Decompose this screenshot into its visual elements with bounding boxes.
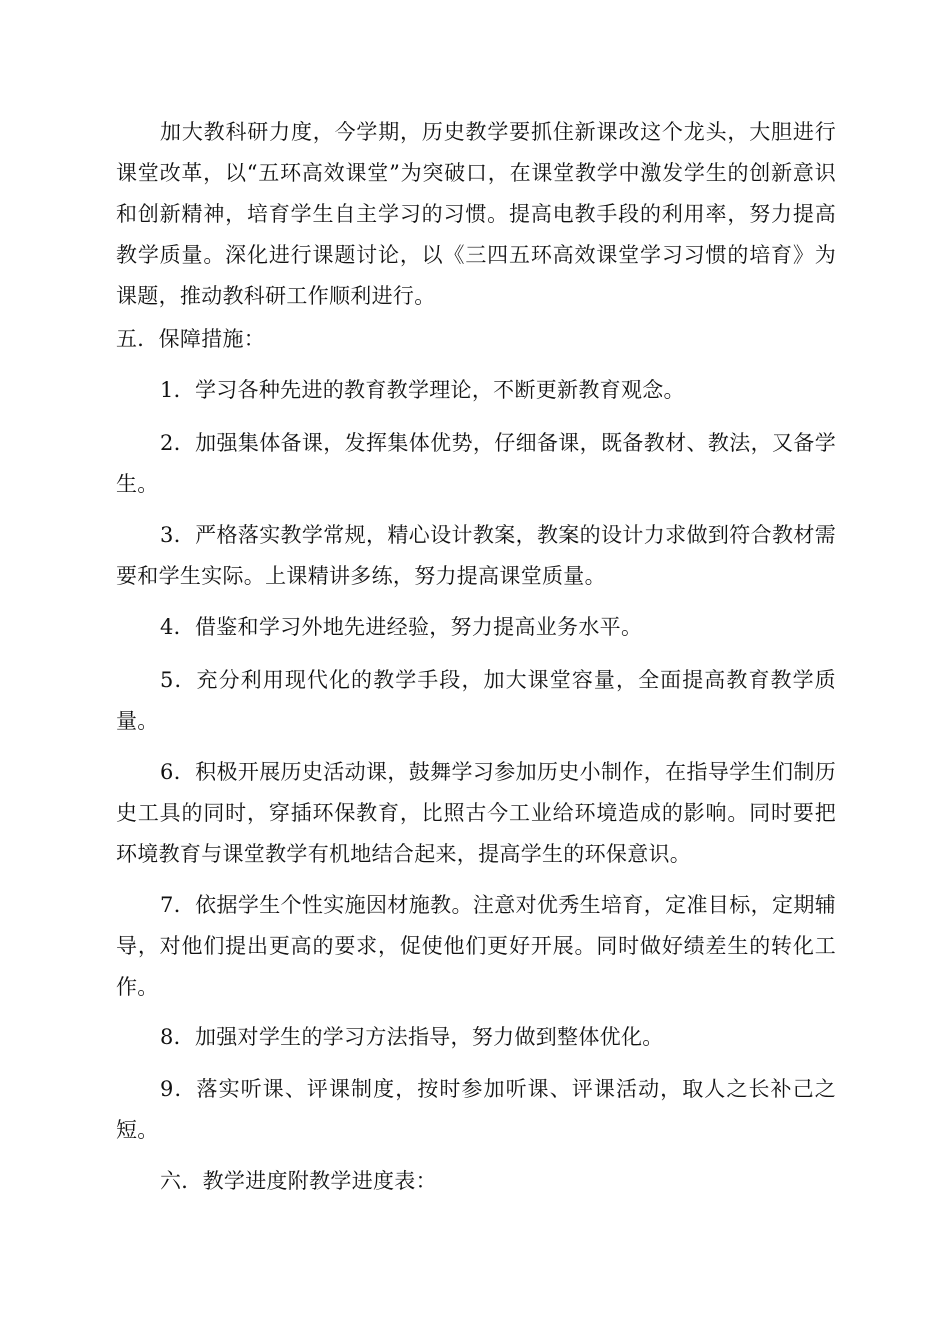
- measure-item-5: 5．充分利用现代化的教学手段，加大课堂容量，全面提高教育教学质量。: [116, 668, 836, 733]
- measure-item-4: 4．借鉴和学习外地先进经验，努力提高业务水平。: [160, 615, 643, 639]
- measure-item-8: 8．加强对学生的学习方法指导，努力做到整体优化。: [160, 1025, 664, 1049]
- measure-item-3: 3．严格落实教学常规，精心设计教案，教案的设计力求做到符合教材需要和学生实际。上课精讲多练，努力提高课堂质量。: [116, 523, 836, 588]
- measure-item-7: 7．依据学生个性实施因材施教。注意对优秀生培育，定准目标，定期辅导，对他们提出更高的要求，促使他们更好开展。同时做好绩差生的转化工作。: [116, 893, 836, 999]
- measure-item-9: 9．落实听课、评课制度，按时参加听课、评课活动，取人之长补己之短。: [116, 1077, 836, 1142]
- section-heading-schedule: 六．教学进度附教学进度表：: [160, 1169, 437, 1193]
- measure-item-6: 6．积极开展历史活动课，鼓舞学习参加历史小制作，在指导学生们制历史工具的同时，穿插环保教育，比照古今工业给环境造成的影响。同时要把环境教育与课堂教学有机地结合起来，提高学生的环保意识。: [116, 760, 836, 866]
- paragraph-research-intro: 加大教科研力度，今学期，历史教学要抓住新课改这个龙头，大胆进行课堂改革，以“五环高效课堂”为突破口，在课堂教学中激发学生的创新意识和创新精神，培育学生自主学习的习惯。提高电教手段的利用率，努力提高教学质量。深化进行课题讨论，以《三四五环高效课堂学习习惯的培育》为课题，推动教科研工作顺利进行。: [116, 120, 836, 308]
- section-heading-measures: 五．保障措施：: [116, 327, 266, 351]
- measure-item-2: 2．加强集体备课，发挥集体优势，仔细备课，既备教材、教法，又备学生。: [116, 431, 836, 496]
- measure-item-1: 1．学习各种先进的教育教学理论，不断更新教育观念。: [160, 378, 685, 402]
